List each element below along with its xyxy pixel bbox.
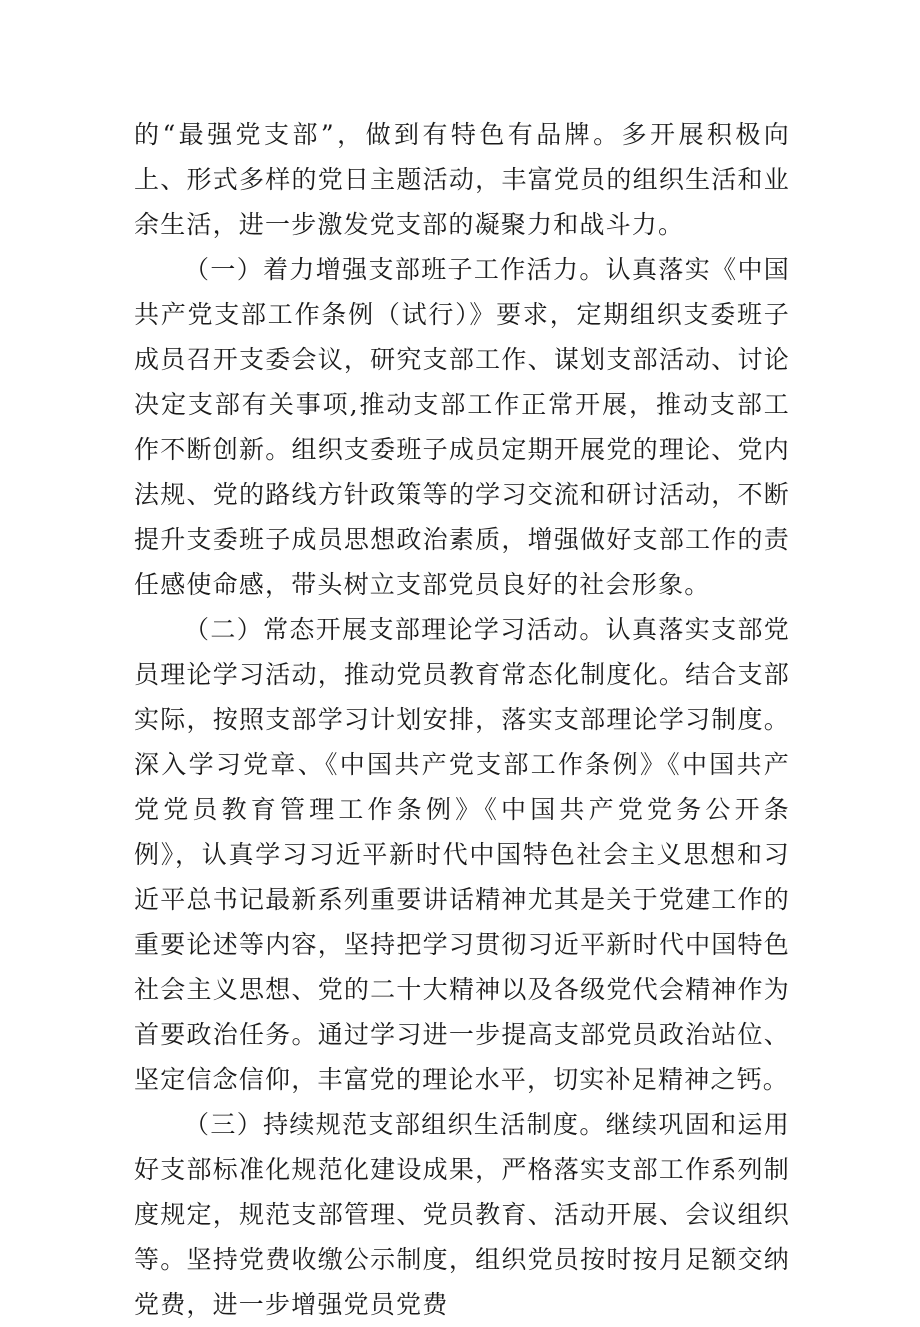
document-body bbox=[134, 112, 790, 1327]
paragraph-section-3: （三）持续规范支部组织生活制度。继续巩固和运用好支部标准化规范化建设成果，严格落实支部工作系列制度规定，规范支部管理、党员教育、活动开展、会议组织等。坚持党费收缴公示制度，组织党员按时按月足额交纳党费，进一步增强党员党费 bbox=[134, 1110, 790, 1319]
paragraph-continuation: 的“最强党支部”，做到有特色有品牌。多开展积极向上、形式多样的党日主题活动，丰富党员的组织生活和业余生活，进一步激发党支部的凝聚力和战斗力。 bbox=[134, 120, 790, 239]
paragraph-section-1: （一）着力增强支部班子工作活力。认真落实《中国共产党支部工作条例（试行）》要求，定期组织支委班子成员召开支委会议，研究支部工作、谋划支部活动、讨论决定支部有关事项,推动支部工作正常开展，推动支部工作不断创新。组织支委班子成员定期开展党的理论、党内法规、党的路线方针政策等的学习交流和研讨活动，不断提升支委班子成员思想政治素质，增强做好支部工作的责任感使命感，带头树立支部党员良好的社会形象。 bbox=[134, 255, 790, 599]
paragraph-section-2: （二）常态开展支部理论学习活动。认真落实支部党员理论学习活动，推动党员教育常态化制度化。结合支部实际，按照支部学习计划安排，落实支部理论学习制度。深入学习党章、《中国共产党支部工作条例》《中国共产党党员教育管理工作条例》《中国共产党党务公开条例》，认真学习习近平新时代中国特色社会主义思想和习近平总书记最新系列重要讲话精神尤其是关于党建工作的重要论述等内容，坚持把学习贯彻习近平新时代中国特色社会主义思想、党的二十大精神以及各级党代会精神作为首要政治任务。通过学习进一步提高支部党员政治站位、坚定信念信仰，丰富党的理论水平，切实补足精神之钙。 bbox=[134, 615, 790, 1094]
